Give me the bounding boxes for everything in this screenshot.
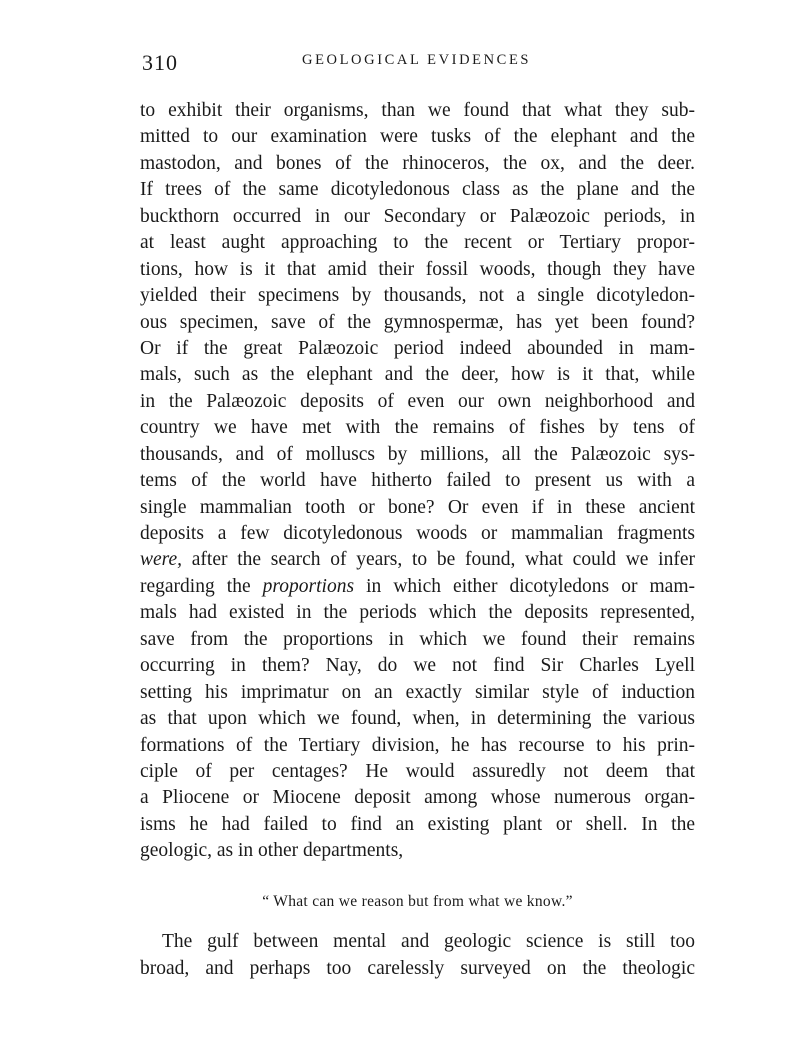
text-line: geologic, as in other departments, — [140, 840, 404, 862]
text-line: at least aught approaching to the recent or Tertiary propor- — [140, 232, 695, 254]
text-line: The gulf between mental and geologic science is still too — [162, 931, 695, 952]
text-line: to exhibit their organisms, than we found that what they sub- — [140, 100, 695, 121]
text-line: setting his imprimatur on an exactly similar style of induction — [140, 681, 695, 703]
text-line: save from the proportions in which we found their remains — [140, 628, 695, 650]
text-line: a Pliocene or Miocene deposit among whose numerous organ- — [140, 787, 695, 809]
page-header — [140, 46, 695, 74]
text-line: thousands, and of molluscs by millions, all the Palæozoic sys- — [140, 443, 695, 465]
text-line: isms he had failed to find an existing plant or shell. In the — [140, 813, 695, 835]
text-line: mitted to our examination were tusks of the elephant and the — [140, 126, 695, 148]
page-number: 310 — [142, 50, 178, 75]
text-line: tions, how is it that amid their fossil woods, though they have — [140, 258, 695, 280]
text-line: formations of the Tertiary division, he has recourse to his prin- — [140, 734, 695, 756]
text-line-with-italic — [140, 547, 695, 573]
text-line: If trees of the same dicotyledonous class as the plane and the — [140, 179, 695, 201]
text-line: mastodon, and bones of the rhinoceros, the ox, and the deer. — [140, 152, 695, 174]
text-line: single mammalian tooth or bone? Or even if in these ancient — [140, 496, 695, 518]
text-line: buckthorn occurred in our Secondary or Palæozoic periods, in — [140, 205, 695, 227]
text-line-with-italic — [140, 574, 695, 600]
italic-word: were, — [140, 549, 183, 571]
text-line: occurring in them? Nay, do we not find Sir Charles Lyell — [140, 655, 695, 677]
text-line: broad, and perhaps too carelessly surveyed on the theologic — [140, 958, 695, 979]
text-line: country we have met with the remains of fishes by tens of — [140, 417, 695, 439]
text-line: tems of the world have hitherto failed to present us with a — [140, 470, 695, 492]
text-fragment: after the search of years, to be found, what could we infer — [182, 549, 695, 571]
body-paragraph — [140, 98, 695, 865]
text-line: ous specimen, save of the gymnospermæ, has yet been found? — [140, 311, 695, 333]
text-line: mals had existed in the periods which the deposits represented, — [140, 602, 695, 624]
text-line: as that upon which we found, when, in determining the various — [140, 708, 695, 730]
block-quote: “ What can we reason but from what we know.” — [262, 893, 573, 910]
text-line: deposits a few dicotyledonous woods or mammalian fragments — [140, 523, 695, 544]
text-line: yielded their specimens by thousands, not a single dicotyledon- — [140, 285, 695, 307]
italic-word: proportions — [262, 575, 355, 597]
text-fragment: regarding the — [140, 575, 263, 597]
text-line: mals, such as the elephant and the deer, how is it that, while — [140, 364, 695, 386]
text-line: ciple of per centages? He would assuredly not deem that — [140, 760, 695, 782]
text-line: in the Palæozoic deposits of even our own neighborhood and — [140, 390, 695, 412]
running-title: GEOLOGICAL EVIDENCES — [302, 52, 532, 68]
text-fragment: in which either dicotyledons or mam- — [354, 575, 695, 597]
second-paragraph — [140, 928, 695, 982]
text-line: Or if the great Palæozoic period indeed abounded in mam- — [140, 337, 695, 359]
